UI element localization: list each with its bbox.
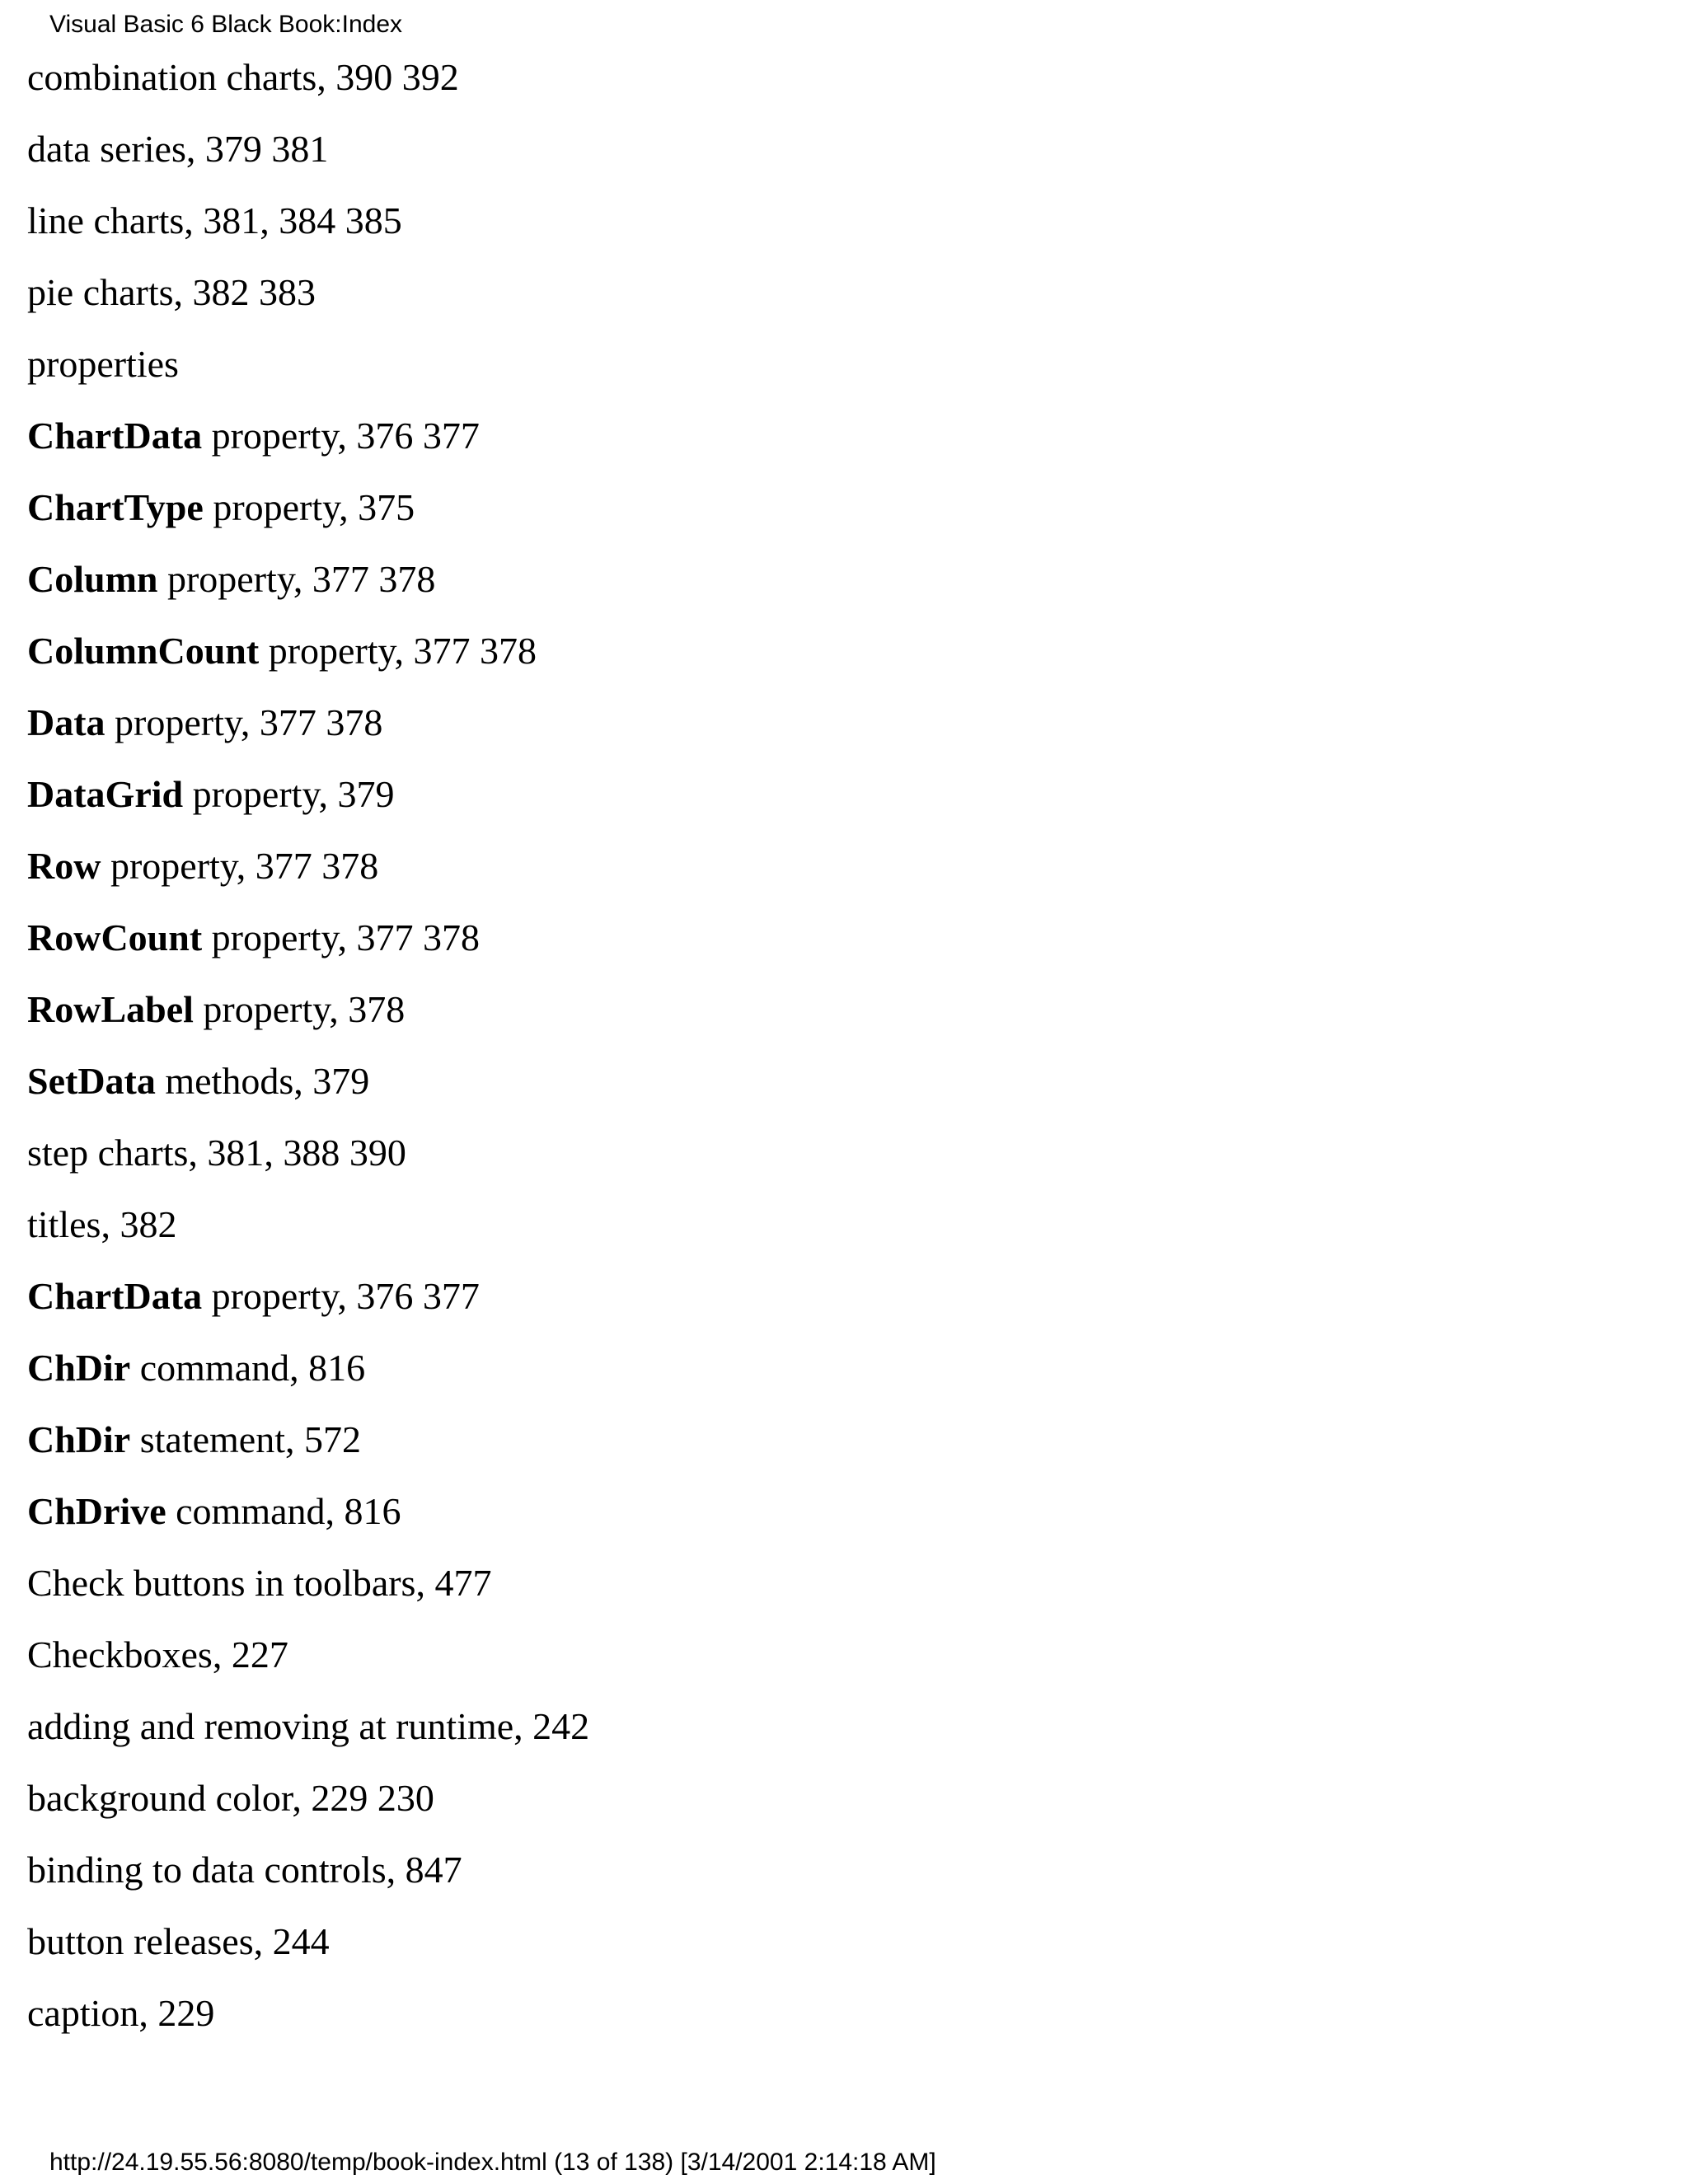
index-entry-text: data series, 379 381 (27, 128, 329, 170)
index-entry-text: command, 816 (130, 1347, 366, 1389)
index-entry (27, 910, 589, 982)
index-entry (27, 1914, 589, 1985)
index-entry-text: command, 816 (166, 1490, 401, 1532)
index-entry (27, 121, 589, 193)
index-entry-text: property, 379 (183, 773, 395, 815)
index-entry-text: methods, 379 (155, 1060, 370, 1102)
index-entry-term: Data (27, 701, 106, 743)
index-entry (27, 982, 589, 1053)
index-entry-term: ChDir (27, 1347, 131, 1389)
page-header-title: Visual Basic 6 Black Book:Index (49, 11, 403, 38)
index-entry-text: combination charts, 390 392 (27, 56, 459, 98)
index-entry-term: ChartData (27, 415, 203, 457)
index-entry-term: Column (27, 558, 158, 600)
index-entry-text: line charts, 381, 384 385 (27, 199, 402, 241)
index-entry (27, 1842, 589, 1914)
index-entry (27, 1412, 589, 1483)
index-entry (27, 623, 589, 695)
index-entry-text: property, 377 378 (157, 558, 436, 600)
index-entry-text: property, 377 378 (202, 916, 481, 958)
index-entry-term: Row (27, 845, 101, 887)
index-entry-text: property, 375 (203, 486, 415, 528)
index-entry (27, 1268, 589, 1340)
index-entry (27, 1985, 589, 2057)
index-entry-text: step charts, 381, 388 390 (27, 1132, 406, 1174)
index-entry (27, 480, 589, 551)
index-entry-term: RowLabel (27, 988, 194, 1030)
index-entry-text: properties (27, 343, 179, 385)
index-entry (27, 1555, 589, 1627)
index-entry (27, 1770, 589, 1842)
index-entry (27, 766, 589, 838)
index-entry-term: ChartType (27, 486, 204, 528)
index-entry-term: RowCount (27, 916, 203, 958)
index-entry (27, 1340, 589, 1412)
index-entry-term: SetData (27, 1060, 156, 1102)
index-entry-text: property, 377 378 (105, 701, 383, 743)
index-entry-term: ChDir (27, 1418, 131, 1460)
index-entry (27, 838, 589, 910)
index-entry (27, 1627, 589, 1699)
index-entry-text: statement, 572 (130, 1418, 362, 1460)
index-entry-text: binding to data controls, 847 (27, 1849, 462, 1891)
index-entry-term: ColumnCount (27, 630, 260, 672)
index-entry-text: caption, 229 (27, 1992, 215, 2034)
index-entry (27, 1125, 589, 1197)
index-entry-text: pie charts, 382 383 (27, 271, 316, 313)
index-entry (27, 49, 589, 121)
page-footer-url: http://24.19.55.56:8080/temp/book-index.html (13 of 138) [3/14/2001 2:14:18 AM] (49, 2149, 936, 2176)
index-entry (27, 336, 589, 408)
index-entry-text: property, 376 377 (202, 415, 480, 457)
index-entry (27, 193, 589, 265)
index-entry (27, 408, 589, 480)
index-entry-text: titles, 382 (27, 1203, 177, 1245)
index-entry-term: ChDrive (27, 1490, 166, 1532)
index-entry (27, 1483, 589, 1555)
index-entry-text: background color, 229 230 (27, 1777, 434, 1819)
index-entry (27, 695, 589, 766)
index-entry (27, 1053, 589, 1125)
index-entry-text: property, 377 378 (101, 845, 379, 887)
index-entry-text: Checkboxes, 227 (27, 1633, 288, 1675)
index-entry (27, 1699, 589, 1770)
index-entry-text: property, 378 (193, 988, 406, 1030)
index-entry-list (27, 49, 589, 2057)
index-entry (27, 551, 589, 623)
index-entry (27, 265, 589, 336)
index-entry-term: ChartData (27, 1275, 203, 1317)
index-entry-text: button releases, 244 (27, 1920, 330, 1962)
index-entry-text: property, 377 378 (259, 630, 537, 672)
index-entry-text: Check buttons in toolbars, 477 (27, 1562, 492, 1604)
index-entry-text: adding and removing at runtime, 242 (27, 1705, 590, 1747)
index-entry (27, 1197, 589, 1268)
index-entry-term: DataGrid (27, 773, 184, 815)
index-entry-text: property, 376 377 (202, 1275, 480, 1317)
